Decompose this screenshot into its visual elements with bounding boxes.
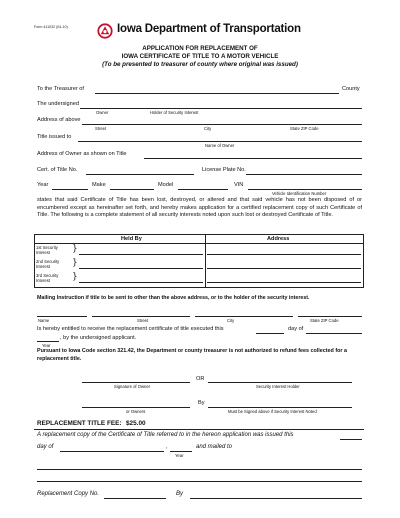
fee-divider bbox=[34, 429, 364, 430]
security-row-2-held-field[interactable] bbox=[79, 268, 203, 269]
or-label: OR bbox=[196, 376, 205, 382]
entitled-year-field[interactable] bbox=[37, 341, 59, 342]
mailing-street-caption: Street bbox=[137, 318, 149, 323]
signature-owner-caption: Signature of Owner bbox=[114, 384, 151, 389]
vin-field[interactable] bbox=[248, 189, 362, 190]
year-label: Year bbox=[37, 182, 49, 188]
brace-icon: } bbox=[72, 272, 78, 282]
statement-paragraph: states that said Certificate of Title has been lost, destroyed, or altered and that said vehicle has not been disposed of or encumbered except as hereinafter set forth, and hereby makes application for a certified replacement copy of such Certificate of Title. The following is a complete statement of all security interests noted upon such lost or destroyed Certificate of Title. bbox=[37, 197, 362, 219]
by-applicant-text: , by the undersigned applicant. bbox=[60, 335, 137, 341]
vin-label: VIN bbox=[234, 182, 244, 188]
held-by-header: Held By bbox=[121, 236, 142, 242]
replacement-month-field[interactable] bbox=[60, 451, 164, 452]
owner-caption: Owner bbox=[96, 110, 109, 115]
replacement-day-of-label: day of bbox=[37, 444, 54, 450]
mailing-name-field[interactable] bbox=[37, 316, 87, 317]
treasurer-county-field[interactable] bbox=[95, 93, 339, 94]
mailing-city-field[interactable] bbox=[195, 316, 293, 317]
security-holder-caption: Security Interest Holder bbox=[256, 384, 300, 389]
make-field[interactable] bbox=[110, 189, 154, 190]
iowa-dot-logo-icon bbox=[97, 23, 113, 39]
by-signature-field[interactable] bbox=[208, 407, 352, 408]
city-caption: City bbox=[204, 126, 212, 131]
mailing-street-field[interactable] bbox=[92, 316, 190, 317]
license-plate-label: License Plate No. bbox=[202, 167, 246, 173]
entitled-month-field[interactable] bbox=[306, 333, 362, 334]
security-interest-table bbox=[34, 234, 364, 288]
cert-title-field[interactable] bbox=[86, 174, 194, 175]
owner-signature-field[interactable] bbox=[82, 382, 190, 383]
entitled-day-field[interactable] bbox=[256, 333, 284, 334]
replacement-year-caption: Year bbox=[175, 453, 184, 458]
replacement-issued-text: A replacement copy of the Certificate of Title referred to in the hereon application was issued this bbox=[37, 432, 294, 438]
license-plate-field[interactable] bbox=[246, 174, 362, 175]
security-row-2-label: 2nd Security Interest bbox=[36, 259, 60, 269]
fee-label: REPLACEMENT TITLE FEE: bbox=[37, 420, 122, 427]
security-row-2-address-field[interactable] bbox=[207, 268, 361, 269]
form-number: Form 411032 (04-10) bbox=[34, 25, 68, 29]
entitled-text: Is hereby entitled to receive the replacement certificate of title executed this bbox=[37, 326, 224, 332]
or-owners-signature-field[interactable] bbox=[82, 407, 190, 408]
replacement-day-field[interactable] bbox=[340, 439, 362, 440]
form-title-line-1: APPLICATION FOR REPLACEMENT OF bbox=[142, 45, 258, 52]
must-sign-caption: Must be Signed above if Security Interest Noted bbox=[228, 409, 317, 414]
replacement-by-label: By bbox=[176, 491, 184, 497]
form-title-line-2: IOWA CERTIFICATE OF TITLE TO A MOTOR VEHICLE bbox=[121, 53, 279, 60]
state-zip-caption: State ZIP Code bbox=[290, 126, 319, 131]
form-subtitle: (To be presented to treasurer of county where original was issued) bbox=[102, 61, 298, 68]
mailing-city-caption: City bbox=[227, 318, 235, 323]
name-of-owner-caption: Name of Owner bbox=[205, 143, 235, 148]
security-row-1-label: 1st Security Interest bbox=[36, 245, 58, 255]
year-field[interactable] bbox=[52, 189, 88, 190]
undersigned-field[interactable] bbox=[80, 108, 362, 109]
address-owner-field[interactable] bbox=[144, 158, 362, 159]
pursuant-notice: Pursuant to Iowa Code section 321.42, the Department or county treasurer is not authorized to refund fees collected for a replacement title. bbox=[37, 348, 348, 362]
replacement-year-field[interactable] bbox=[170, 451, 192, 452]
county-label: County bbox=[342, 86, 360, 92]
model-label: Model bbox=[158, 182, 174, 188]
address-above-label: Address of above bbox=[37, 117, 81, 123]
mailed-to-field-2[interactable] bbox=[37, 481, 362, 482]
header-divider bbox=[35, 243, 363, 244]
fee-amount: $25.00 bbox=[126, 420, 146, 427]
replacement-by-field[interactable] bbox=[190, 498, 362, 499]
undersigned-label: The undersigned bbox=[37, 101, 79, 107]
holder-caption: Holder of Security Interest bbox=[150, 110, 199, 115]
model-field[interactable] bbox=[178, 189, 228, 190]
security-row-1-address-field[interactable] bbox=[207, 254, 361, 255]
vin-caption: Vehicle Identification Number bbox=[272, 191, 327, 196]
security-row-3-held-field[interactable] bbox=[79, 282, 203, 283]
mailing-name-caption: Name bbox=[38, 318, 50, 323]
cert-title-label: Cert. of Title No. bbox=[37, 167, 78, 173]
entitled-year-caption: Year bbox=[42, 343, 51, 348]
replacement-comma: , bbox=[166, 444, 168, 450]
replacement-copy-field[interactable] bbox=[104, 498, 166, 499]
title-issued-label: Title issued to bbox=[37, 134, 72, 140]
to-treasurer-label: To the Treasurer of bbox=[37, 86, 84, 92]
mailed-to-label: and mailed to bbox=[196, 444, 233, 450]
mailing-state-zip-field[interactable] bbox=[298, 316, 362, 317]
column-divider bbox=[205, 235, 206, 288]
address-above-field[interactable] bbox=[82, 124, 362, 125]
street-caption: Street bbox=[95, 126, 107, 131]
make-label: Make bbox=[92, 182, 106, 188]
brace-icon: } bbox=[72, 258, 78, 268]
security-row-3-address-field[interactable] bbox=[207, 282, 361, 283]
address-owner-label: Address of Owner as shown on Title bbox=[37, 151, 127, 157]
mailed-to-field-1[interactable] bbox=[37, 469, 362, 470]
title-issued-field[interactable] bbox=[78, 141, 362, 142]
or-owners-caption: or Owners bbox=[126, 409, 146, 414]
address-header: Address bbox=[267, 236, 290, 242]
entitled-day-of-label: day of bbox=[288, 326, 304, 332]
replacement-copy-label: Replacement Copy No. bbox=[37, 491, 100, 497]
brace-icon: } bbox=[72, 244, 78, 254]
by-label: By bbox=[198, 400, 205, 406]
security-row-3-label: 3rd Security Interest bbox=[36, 273, 59, 283]
mailing-instruction: Mailing Instruction if title to be sent to other than the above address, or to the holder of the security interest. bbox=[37, 295, 310, 301]
mailing-state-zip-caption: State ZIP Code bbox=[310, 318, 339, 323]
holder-signature-field[interactable] bbox=[208, 382, 352, 383]
agency-name: Iowa Department of Transportation bbox=[117, 23, 301, 35]
security-row-1-held-field[interactable] bbox=[79, 254, 203, 255]
